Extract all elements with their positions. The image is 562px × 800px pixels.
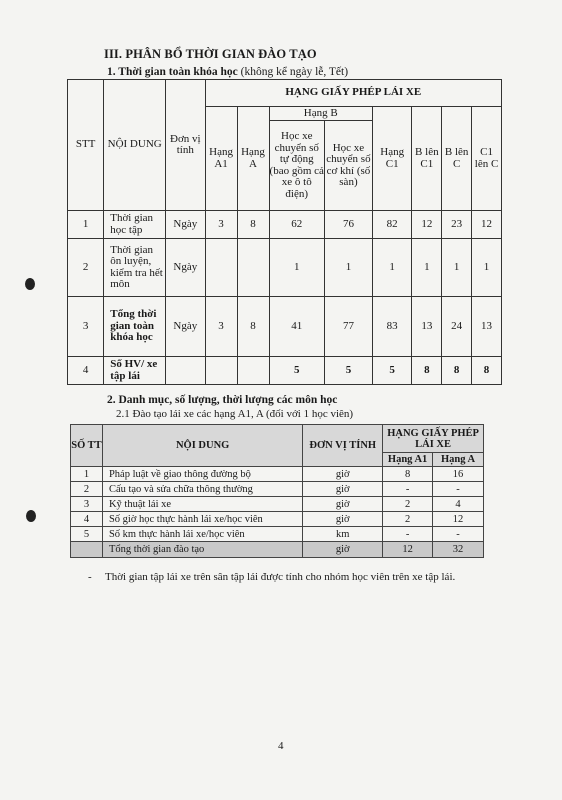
total-row — [71, 542, 484, 558]
header-noidung: NỘI DUNG — [104, 80, 166, 211]
cell-stt: 4 — [68, 357, 104, 385]
cell-a1 — [205, 239, 237, 297]
cell-noidung: Thời gian ôn luyện, kiểm tra hết môn — [104, 239, 166, 297]
header-stt: SỐ TT — [71, 425, 103, 467]
cell-b-manual: 76 — [324, 211, 372, 239]
cell-stt: 1 — [68, 211, 104, 239]
cell-donvi: Ngày — [166, 239, 205, 297]
header-c1-to-c: C1 lên C — [472, 107, 502, 211]
header-b-to-c: B lên C — [442, 107, 472, 211]
header-a: Hạng A — [237, 107, 269, 211]
cell-a1: - — [383, 527, 433, 542]
cell-b-auto: 1 — [269, 239, 324, 297]
cell-donvi: giờ — [303, 512, 383, 527]
punch-hole — [26, 510, 36, 522]
cell-b-c1: 8 — [412, 357, 442, 385]
cell-stt: 5 — [71, 527, 103, 542]
cell-noidung: Số HV/ xe tập lái — [104, 357, 166, 385]
cell-stt — [71, 542, 103, 558]
header-donvi: Đơn vị tính — [166, 80, 205, 211]
cell-b-manual: 1 — [324, 239, 372, 297]
table-row — [68, 239, 502, 297]
cell-c1-c: 8 — [472, 357, 502, 385]
footnote — [88, 571, 455, 583]
header-a: Hạng A — [433, 453, 484, 467]
table-row — [71, 527, 484, 542]
cell-b-auto: 41 — [269, 297, 324, 357]
cell-a: 8 — [237, 297, 269, 357]
cell-c1-c: 12 — [472, 211, 502, 239]
cell-a — [237, 357, 269, 385]
cell-stt: 2 — [68, 239, 104, 297]
cell-donvi: Ngày — [166, 211, 205, 239]
cell-c1: 5 — [372, 357, 411, 385]
cell-donvi: giờ — [303, 467, 383, 482]
header-noidung: NỘI DUNG — [102, 425, 302, 467]
course-duration-table — [67, 79, 502, 385]
cell-b-c1: 1 — [412, 239, 442, 297]
cell-c1: 1 — [372, 239, 411, 297]
cell-stt: 3 — [68, 297, 104, 357]
subsection-1-bold: 1. Thời gian toàn khóa học — [107, 66, 238, 78]
table-row — [71, 512, 484, 527]
cell-stt: 2 — [71, 482, 103, 497]
footnote-text: Thời gian tập lái xe trên sân tập lái được tính cho nhóm học viên trên xe tập lái. — [105, 571, 456, 583]
cell-a1: 8 — [383, 467, 433, 482]
cell-b-c1: 13 — [412, 297, 442, 357]
page-number: 4 — [278, 740, 284, 752]
cell-stt: 1 — [71, 467, 103, 482]
cell-noidung: Tổng thời gian toàn khóa học — [104, 297, 166, 357]
header-c1: Hạng C1 — [372, 107, 411, 211]
cell-b-c: 24 — [442, 297, 472, 357]
cell-noidung: Thời gian học tập — [104, 211, 166, 239]
cell-stt: 3 — [71, 497, 103, 512]
cell-c1-c: 13 — [472, 297, 502, 357]
header-stt: STT — [68, 80, 104, 211]
subsection-1-title — [107, 66, 348, 78]
cell-a: - — [433, 482, 484, 497]
cell-a1: 3 — [205, 297, 237, 357]
cell-noidung: Cấu tạo và sửa chữa thông thường — [102, 482, 302, 497]
cell-a1: 2 — [383, 512, 433, 527]
cell-noidung: Pháp luật về giao thông đường bộ — [102, 467, 302, 482]
subsection-2-title: 2. Danh mục, số lượng, thời lượng các môn học — [107, 394, 338, 406]
cell-a1: 12 — [383, 542, 433, 558]
cell-b-auto: 5 — [269, 357, 324, 385]
subsection-2-1-title: 2.1 Đào tạo lái xe các hạng A1, A (đối với 1 học viên) — [116, 408, 354, 420]
table-row — [68, 211, 502, 239]
table-row — [71, 497, 484, 512]
section-title: III. PHÂN BỔ THỜI GIAN ĐÀO TẠO — [104, 47, 317, 61]
cell-donvi: km — [303, 527, 383, 542]
cell-noidung: Kỹ thuật lái xe — [102, 497, 302, 512]
subsection-1-note: (không kể ngày lễ, Tết) — [237, 66, 349, 78]
cell-donvi: giờ — [303, 497, 383, 512]
cell-b-c1: 12 — [412, 211, 442, 239]
cell-c1: 82 — [372, 211, 411, 239]
cell-noidung: Số km thực hành lái xe/học viên — [102, 527, 302, 542]
table-row — [71, 467, 484, 482]
table-row — [71, 482, 484, 497]
cell-b-auto: 62 — [269, 211, 324, 239]
cell-donvi: giờ — [303, 482, 383, 497]
header-b-to-c1: B lên C1 — [412, 107, 442, 211]
header-b-manual: Học xe chuyển số cơ khí (số sàn) — [324, 121, 372, 211]
cell-noidung: Tổng thời gian đào tạo — [102, 542, 302, 558]
cell-a1: 3 — [205, 211, 237, 239]
cell-a: 8 — [237, 211, 269, 239]
cell-a: 32 — [433, 542, 484, 558]
cell-donvi: giờ — [303, 542, 383, 558]
header-donvi: ĐƠN VỊ TÍNH — [303, 425, 383, 467]
header-b: Hạng B — [269, 107, 372, 121]
cell-a1 — [205, 357, 237, 385]
header-a1: Hạng A1 — [383, 453, 433, 467]
cell-b-c: 8 — [442, 357, 472, 385]
cell-c1-c: 1 — [472, 239, 502, 297]
table-row — [68, 357, 502, 385]
cell-noidung: Số giờ học thực hành lái xe/học viên — [102, 512, 302, 527]
a1-a-training-table — [70, 424, 484, 558]
cell-a: - — [433, 527, 484, 542]
cell-a: 4 — [433, 497, 484, 512]
header-license-class: HẠNG GIẤY PHÉP LÁI XE — [383, 425, 484, 453]
cell-b-manual: 77 — [324, 297, 372, 357]
cell-donvi: Ngày — [166, 297, 205, 357]
cell-a1: 2 — [383, 497, 433, 512]
cell-b-c: 23 — [442, 211, 472, 239]
cell-a: 12 — [433, 512, 484, 527]
cell-a1: - — [383, 482, 433, 497]
punch-hole — [25, 278, 35, 290]
cell-b-manual: 5 — [324, 357, 372, 385]
header-license-class: HẠNG GIẤY PHÉP LÁI XE — [205, 80, 501, 107]
header-b-automatic: Học xe chuyển số tự động (bao gồm cả xe ô tô điện) — [269, 121, 324, 211]
cell-c1: 83 — [372, 297, 411, 357]
header-a1: Hạng A1 — [205, 107, 237, 211]
cell-a: 16 — [433, 467, 484, 482]
cell-donvi — [166, 357, 205, 385]
footnote-dash: - — [88, 571, 92, 583]
cell-a — [237, 239, 269, 297]
cell-stt: 4 — [71, 512, 103, 527]
cell-b-c: 1 — [442, 239, 472, 297]
table-row — [68, 297, 502, 357]
